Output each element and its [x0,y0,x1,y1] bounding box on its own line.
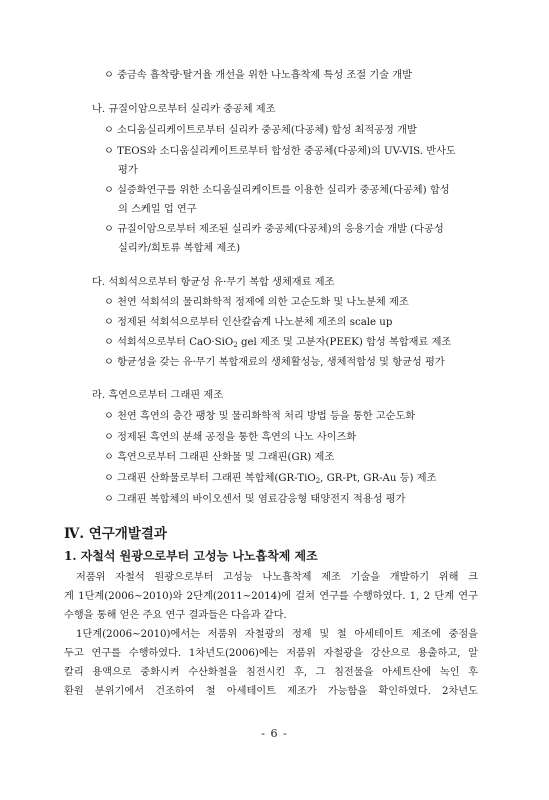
body-text-line: 칼리 용액으로 중화시켜 수산화철을 침전시킨 후, 그 침전물을 아세트산에 녹인 후 [64,667,478,678]
body-text-line: 두고 연구를 수행하였다. 1차년도(2006)에는 저품위 자철광을 강산으로 용출하고, 알 [64,648,478,659]
list-item: ㅇ 규질이암으로부터 제조된 실리카 중공체(다공체)의 응용기술 개발 (다공성 [104,224,444,235]
body-text-line: 환원 분위기에서 건조하여 철 아세테이트 제조가 가능함을 확인하였다. 2차년도 [64,686,478,697]
list-item: ㅇ 정제된 석회석으로부터 인산칼슘계 나노분체 제조의 scale up [104,317,393,328]
list-item: ㅇ 천연 흑연의 층간 팽창 및 물리화학적 처리 방법 등을 통한 고순도화 [104,411,416,422]
list-item: ㅇ 흑연으로부터 그래핀 산화물 및 그래핀(GR) 제조 [104,452,335,463]
page-number: - 6 - [261,727,288,740]
body-text-line: 수행을 통해 얻은 주요 연구 결과들은 다음과 같다. [64,610,287,621]
list-item-continuation: 실리카/희토류 복합체 제조) [118,243,241,254]
body-text-line: 저품위 자철석 원광으로부터 고성능 나노흡착제 제조 기술을 개발하기 위해 크 [76,572,478,583]
list-item: ㅇ 중금속 흡착량·탈거율 개선을 위한 나노흡착제 특성 조절 기술 개발 [104,70,412,81]
body-text-line: 1단계(2006~2010)에서는 저품위 자철광의 정제 및 철 아세테이트 제조에 중점을 [76,629,478,640]
subsection-heading-na: 나. 규질이암으로부터 실리카 중공체 제조 [92,104,276,115]
body-text-line: 게 1단계(2006~2010)와 2단계(2011~2014)에 걸쳐 연구를 수행하였다. 1, 2 단계 연구 [64,591,478,602]
list-item-continuation: 의 스케일 업 연구 [118,204,197,215]
list-item: ㅇ 그래핀 산화물로부터 그래핀 복합체(GR-TiO$_2$, GR-Pt, GR-Au 등) 제조 [104,473,437,485]
subsection-heading-ra: 라. 흑연으로부터 그래핀 제조 [92,390,224,401]
list-item: ㅇ 항균성을 갖는 유·무기 복합재료의 생체활성능, 생체적합성 및 항균성 평가 [104,357,445,368]
list-item: ㅇ 그래핀 복합체의 바이오센서 및 염료감응형 태양전지 적용성 평가 [104,494,406,505]
list-item: ㅇ 석회석으로부터 CaO·SiO$_2$ gel 제조 및 고분자(PEEK) 합성 복합재료 제조 [104,337,452,349]
list-item-continuation: 평가 [118,165,138,176]
list-item: ㅇ TEOS와 소디움실리케이트로부터 합성한 중공체(다공체)의 UV-VIS. 반사도 [104,146,456,157]
subsection-heading-da: 다. 석회석으로부터 항균성 유·무기 복합 생체재료 제조 [92,277,335,288]
list-item: ㅇ 정제된 흑연의 분쇄 공정을 통한 흑연의 나노 사이즈화 [104,432,357,443]
list-item: ㅇ 소디움실리케이트로부터 실리카 중공체(다공체) 합성 최적공정 개발 [104,125,417,136]
list-item: ㅇ 천연 석회석의 물리화학적 정제에 의한 고순도화 및 나노분체 제조 [104,297,409,308]
section-title: 1. 자철석 원광으로부터 고성능 나노흡착제 제조 [64,549,318,563]
chapter-title: Ⅳ. 연구개발결과 [64,526,167,542]
list-item: ㅇ 실증화연구를 위한 소디움실리케이트를 이용한 실리카 중공체(다공체) 합성 [104,185,450,196]
